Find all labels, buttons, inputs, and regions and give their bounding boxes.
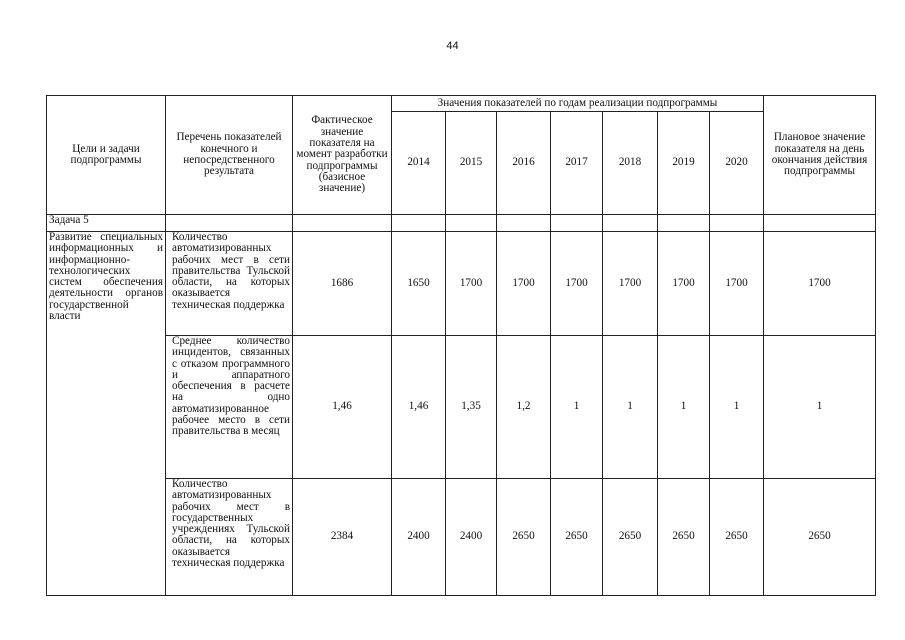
year-header: 2017	[551, 112, 603, 215]
empty-cell	[710, 215, 764, 232]
actual-value: 2384	[293, 479, 392, 596]
year-value: 1700	[658, 232, 710, 336]
year-value: 1,46	[392, 336, 446, 479]
year-value: 2650	[658, 479, 710, 596]
year-value: 1,35	[446, 336, 497, 479]
year-value: 1700	[497, 232, 551, 336]
table-row	[47, 232, 876, 336]
year-header: 2014	[392, 112, 446, 215]
year-value: 1700	[603, 232, 658, 336]
indicator-text: Количество автоматизированных рабочих мест в государственных учреждениях Тульской области, на которых оказывается техническая поддержка	[166, 479, 293, 596]
goal-text: Развитие специальных информационных и информационно-технологических систем обеспечения деятельности органов государственной власти	[47, 232, 166, 596]
empty-cell	[293, 215, 392, 232]
year-value: 2400	[392, 479, 446, 596]
year-value: 2400	[446, 479, 497, 596]
task-label: Задача 5	[47, 215, 166, 232]
empty-cell	[603, 215, 658, 232]
actual-value: 1686	[293, 232, 392, 336]
year-value: 2650	[551, 479, 603, 596]
empty-cell	[551, 215, 603, 232]
indicator-text: Среднее количество инцидентов, связанных с отказом программного и аппаратного обеспечения в расчете на одно автоматизированное рабочее место в сети правительства в месяц	[166, 336, 293, 479]
year-value: 1,2	[497, 336, 551, 479]
year-value: 2650	[497, 479, 551, 596]
year-value: 1650	[392, 232, 446, 336]
table-row	[47, 479, 876, 596]
header-row-1	[47, 96, 876, 112]
page-number: 44	[446, 40, 459, 52]
empty-cell	[497, 215, 551, 232]
year-value: 1	[658, 336, 710, 479]
year-value: 1700	[551, 232, 603, 336]
year-value: 2650	[603, 479, 658, 596]
empty-cell	[392, 215, 446, 232]
year-header: 2016	[497, 112, 551, 215]
planned-value: 1	[764, 336, 876, 479]
empty-cell	[166, 215, 293, 232]
table-row	[47, 336, 876, 479]
header-planned-value: Плановое значение показателя на день окончания действия подпрограммы	[764, 96, 876, 215]
header-actual-value: Фактическое значение показателя на момент разработки подпрограммы (базисное значение)	[293, 96, 392, 215]
year-header: 2018	[603, 112, 658, 215]
empty-cell	[658, 215, 710, 232]
indicators-table	[46, 95, 876, 596]
year-header: 2015	[446, 112, 497, 215]
indicator-text: Количество автоматизированных рабочих мест в сети правительства Тульской области, на которых оказывается техническая поддержка	[166, 232, 293, 336]
year-value: 1700	[710, 232, 764, 336]
year-value: 1	[710, 336, 764, 479]
task-row	[47, 215, 876, 232]
empty-cell	[764, 215, 876, 232]
year-header: 2020	[710, 112, 764, 215]
year-value: 2650	[710, 479, 764, 596]
actual-value: 1,46	[293, 336, 392, 479]
year-value: 1700	[446, 232, 497, 336]
header-goals: Цели и задачи подпрограммы	[47, 96, 166, 215]
header-indicators: Перечень показателей конечного и непосредственного результата	[166, 96, 293, 215]
empty-cell	[446, 215, 497, 232]
year-value: 1	[603, 336, 658, 479]
planned-value: 1700	[764, 232, 876, 336]
header-years-group: Значения показателей по годам реализации подпрограммы	[392, 96, 764, 112]
year-header: 2019	[658, 112, 710, 215]
planned-value: 2650	[764, 479, 876, 596]
year-value: 1	[551, 336, 603, 479]
